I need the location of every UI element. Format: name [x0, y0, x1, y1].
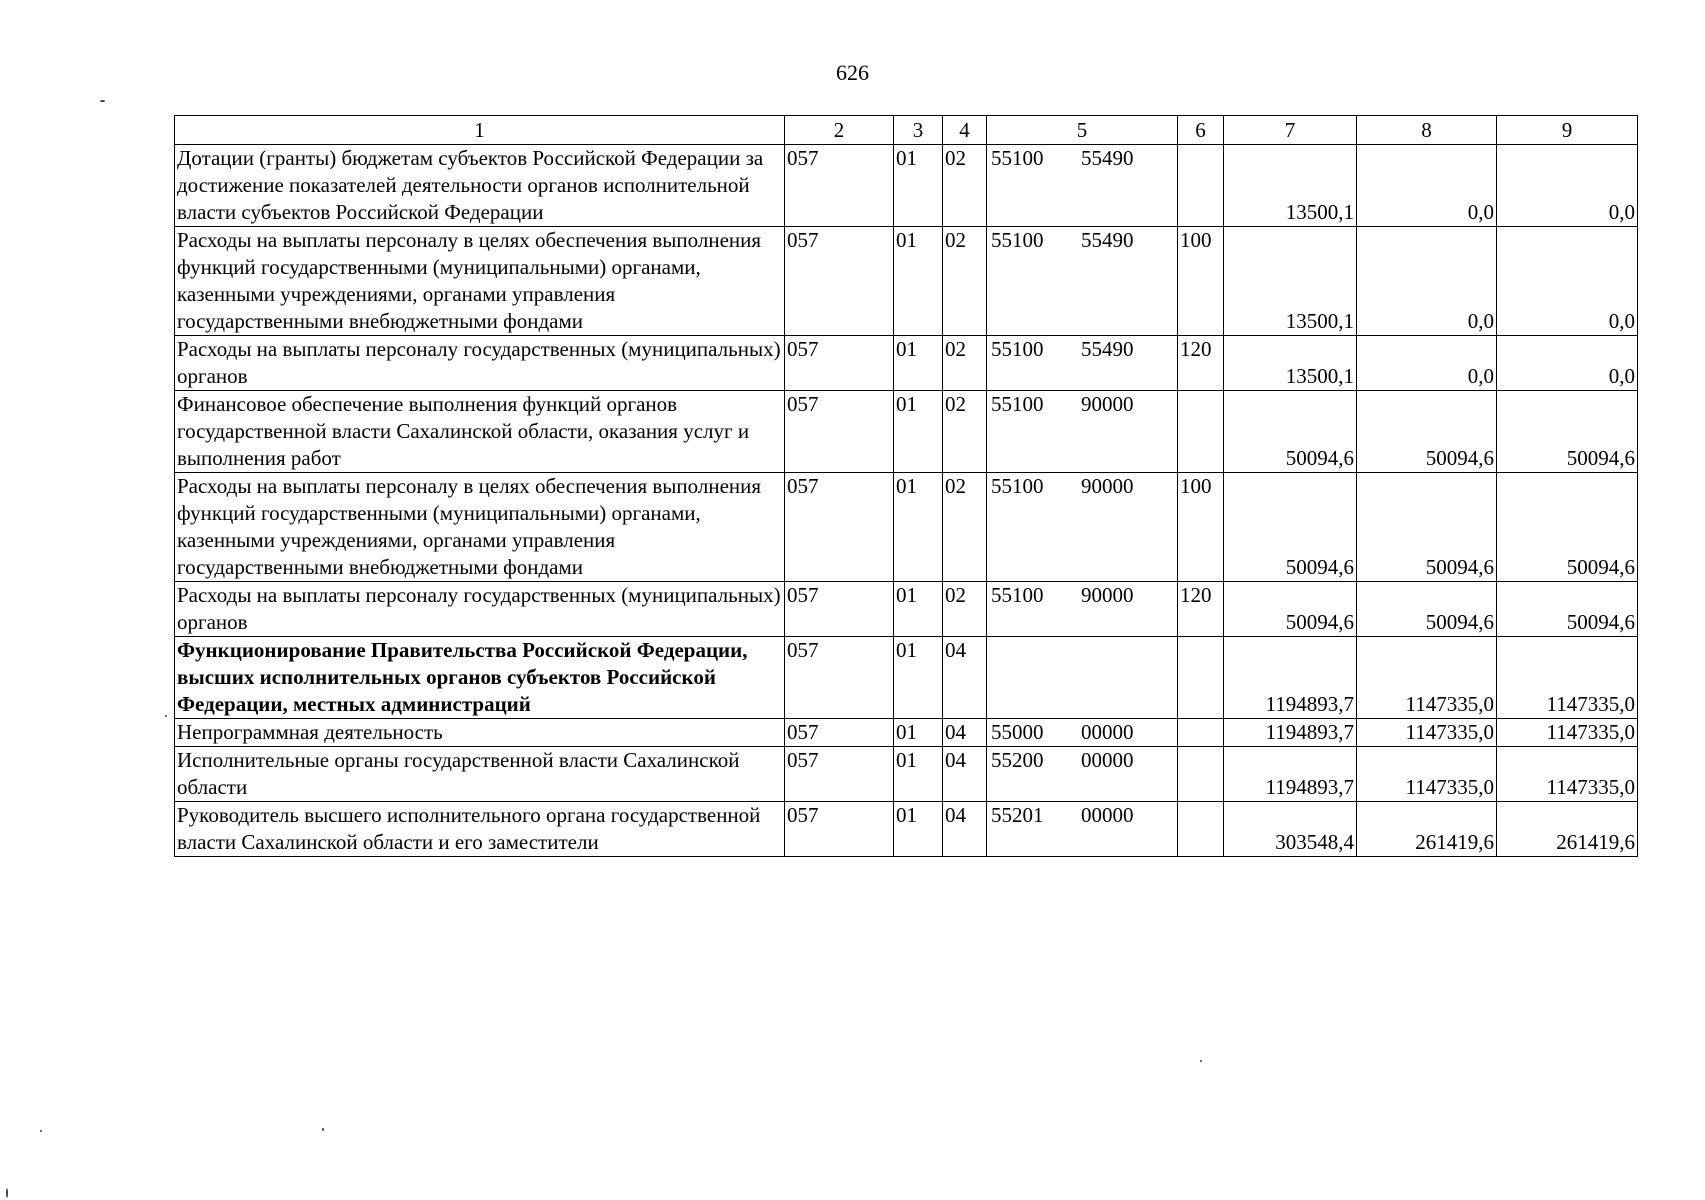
amount-year-3: 261419,6	[1497, 802, 1638, 857]
row-name: Расходы на выплаты персоналу государственных (муниципальных) органов	[175, 582, 785, 637]
code-program: 55100	[991, 228, 1044, 252]
code-target-article	[987, 637, 1178, 719]
table-row	[175, 473, 1638, 582]
table-row	[175, 582, 1638, 637]
table-row	[175, 227, 1638, 336]
code-section: 01	[894, 145, 943, 227]
amount-year-2: 1147335,0	[1357, 719, 1497, 747]
table-row	[175, 145, 1638, 227]
code-ministry: 057	[785, 391, 894, 473]
code-ministry: 057	[785, 336, 894, 391]
header-cell: 1	[175, 116, 785, 145]
table-row	[175, 802, 1638, 857]
row-name: Расходы на выплаты персоналу в целях обеспечения выполнения функций государственными (муниципальными) органами, казенными учреждениями, органами управления государственными внебюджетными фондами	[175, 227, 785, 336]
amount-year-2: 50094,6	[1357, 582, 1497, 637]
code-section: 01	[894, 391, 943, 473]
amount-year-3: 1147335,0	[1497, 719, 1638, 747]
table-row	[175, 747, 1638, 802]
header-cell: 3	[894, 116, 943, 145]
code-direction: 90000	[1081, 583, 1134, 607]
code-subsection: 02	[943, 336, 987, 391]
code-program: 55100	[991, 474, 1044, 498]
amount-year-3: 50094,6	[1497, 391, 1638, 473]
amount-year-1: 13500,1	[1224, 336, 1357, 391]
scan-speck	[100, 100, 105, 102]
code-program: 55100	[991, 583, 1044, 607]
budget-table	[174, 115, 1638, 857]
code-section: 01	[894, 637, 943, 719]
code-direction: 55490	[1081, 228, 1134, 252]
amount-year-1: 13500,1	[1224, 145, 1357, 227]
code-ministry: 057	[785, 227, 894, 336]
amount-year-2: 1147335,0	[1357, 637, 1497, 719]
header-cell: 7	[1224, 116, 1357, 145]
header-cell: 2	[785, 116, 894, 145]
table-header-row	[175, 116, 1638, 145]
code-expense-type	[1178, 145, 1224, 227]
amount-year-2: 261419,6	[1357, 802, 1497, 857]
amount-year-1: 1194893,7	[1224, 747, 1357, 802]
amount-year-3: 50094,6	[1497, 582, 1638, 637]
header-cell: 8	[1357, 116, 1497, 145]
row-name: Финансовое обеспечение выполнения функций органов государственной власти Сахалинской области, оказания услуг и выполнения работ	[175, 391, 785, 473]
code-direction: 90000	[1081, 392, 1134, 416]
code-target-article	[987, 473, 1178, 582]
code-target-article	[987, 582, 1178, 637]
code-direction: 55490	[1081, 146, 1134, 170]
amount-year-1: 50094,6	[1224, 473, 1357, 582]
code-section: 01	[894, 582, 943, 637]
row-name: Дотации (гранты) бюджетам субъектов Российской Федерации за достижение показателей деятельности органов исполнительной власти субъектов Российской Федерации	[175, 145, 785, 227]
scan-speck	[165, 715, 167, 717]
amount-year-2: 50094,6	[1357, 391, 1497, 473]
code-program: 55100	[991, 337, 1044, 361]
code-direction: 90000	[1081, 474, 1134, 498]
amount-year-1: 303548,4	[1224, 802, 1357, 857]
amount-year-3: 1147335,0	[1497, 637, 1638, 719]
code-subsection: 04	[943, 637, 987, 719]
amount-year-1: 13500,1	[1224, 227, 1357, 336]
code-expense-type	[1178, 637, 1224, 719]
code-subsection: 02	[943, 473, 987, 582]
code-expense-type	[1178, 391, 1224, 473]
code-ministry: 057	[785, 747, 894, 802]
amount-year-3: 0,0	[1497, 227, 1638, 336]
code-ministry: 057	[785, 582, 894, 637]
code-program: 55200	[991, 748, 1044, 772]
page-number: 626	[836, 60, 869, 85]
amount-year-3: 0,0	[1497, 145, 1638, 227]
code-target-article	[987, 747, 1178, 802]
code-section: 01	[894, 747, 943, 802]
scan-speck	[40, 1130, 42, 1132]
code-direction: 00000	[1081, 748, 1134, 772]
code-target-article	[987, 336, 1178, 391]
code-section: 01	[894, 227, 943, 336]
amount-year-1: 1194893,7	[1224, 719, 1357, 747]
table-row	[175, 336, 1638, 391]
code-expense-type: 120	[1178, 336, 1224, 391]
row-name: Функционирование Правительства Российской Федерации, высших исполнительных органов субъектов Российской Федерации, местных администраций	[175, 637, 785, 719]
code-expense-type	[1178, 747, 1224, 802]
code-target-article	[987, 227, 1178, 336]
row-name: Исполнительные органы государственной власти Сахалинской области	[175, 747, 785, 802]
code-target-article	[987, 719, 1178, 747]
amount-year-2: 0,0	[1357, 227, 1497, 336]
code-subsection: 04	[943, 747, 987, 802]
code-target-article	[987, 391, 1178, 473]
amount-year-2: 0,0	[1357, 336, 1497, 391]
header-cell: 6	[1178, 116, 1224, 145]
amount-year-2: 1147335,0	[1357, 747, 1497, 802]
code-section: 01	[894, 802, 943, 857]
code-ministry: 057	[785, 719, 894, 747]
amount-year-3: 0,0	[1497, 336, 1638, 391]
code-ministry: 057	[785, 145, 894, 227]
code-subsection: 02	[943, 582, 987, 637]
row-name: Расходы на выплаты персоналу в целях обеспечения выполнения функций государственными (муниципальными) органами, казенными учреждениями, органами управления государственными внебюджетными фондами	[175, 473, 785, 582]
row-name: Руководитель высшего исполнительного органа государственной власти Сахалинской области и его заместители	[175, 802, 785, 857]
code-direction: 00000	[1081, 720, 1134, 744]
amount-year-1: 1194893,7	[1224, 637, 1357, 719]
header-cell: 4	[943, 116, 987, 145]
amount-year-1: 50094,6	[1224, 391, 1357, 473]
code-expense-type: 100	[1178, 473, 1224, 582]
code-program: 55201	[991, 803, 1044, 827]
code-expense-type	[1178, 719, 1224, 747]
header-cell: 5	[987, 116, 1178, 145]
code-subsection: 02	[943, 145, 987, 227]
code-expense-type: 100	[1178, 227, 1224, 336]
header-cell: 9	[1497, 116, 1638, 145]
code-ministry: 057	[785, 802, 894, 857]
table-row	[175, 637, 1638, 719]
code-direction: 55490	[1081, 337, 1134, 361]
code-expense-type	[1178, 802, 1224, 857]
amount-year-1: 50094,6	[1224, 582, 1357, 637]
code-expense-type: 120	[1178, 582, 1224, 637]
row-name: Расходы на выплаты персоналу государственных (муниципальных) органов	[175, 336, 785, 391]
code-subsection: 04	[943, 802, 987, 857]
code-target-article	[987, 802, 1178, 857]
code-target-article	[987, 145, 1178, 227]
amount-year-2: 0,0	[1357, 145, 1497, 227]
amount-year-2: 50094,6	[1357, 473, 1497, 582]
table-row	[175, 719, 1638, 747]
code-section: 01	[894, 719, 943, 747]
row-name: Непрограммная деятельность	[175, 719, 785, 747]
code-subsection: 04	[943, 719, 987, 747]
code-program: 55100	[991, 146, 1044, 170]
code-program: 55100	[991, 392, 1044, 416]
scan-speck	[1200, 1060, 1202, 1062]
scan-speck	[322, 1128, 324, 1131]
table-row	[175, 391, 1638, 473]
code-subsection: 02	[943, 391, 987, 473]
scan-speck	[6, 1188, 8, 1198]
code-direction: 00000	[1081, 803, 1134, 827]
amount-year-3: 50094,6	[1497, 473, 1638, 582]
code-section: 01	[894, 336, 943, 391]
code-section: 01	[894, 473, 943, 582]
code-ministry: 057	[785, 637, 894, 719]
code-ministry: 057	[785, 473, 894, 582]
amount-year-3: 1147335,0	[1497, 747, 1638, 802]
code-subsection: 02	[943, 227, 987, 336]
code-program: 55000	[991, 720, 1044, 744]
